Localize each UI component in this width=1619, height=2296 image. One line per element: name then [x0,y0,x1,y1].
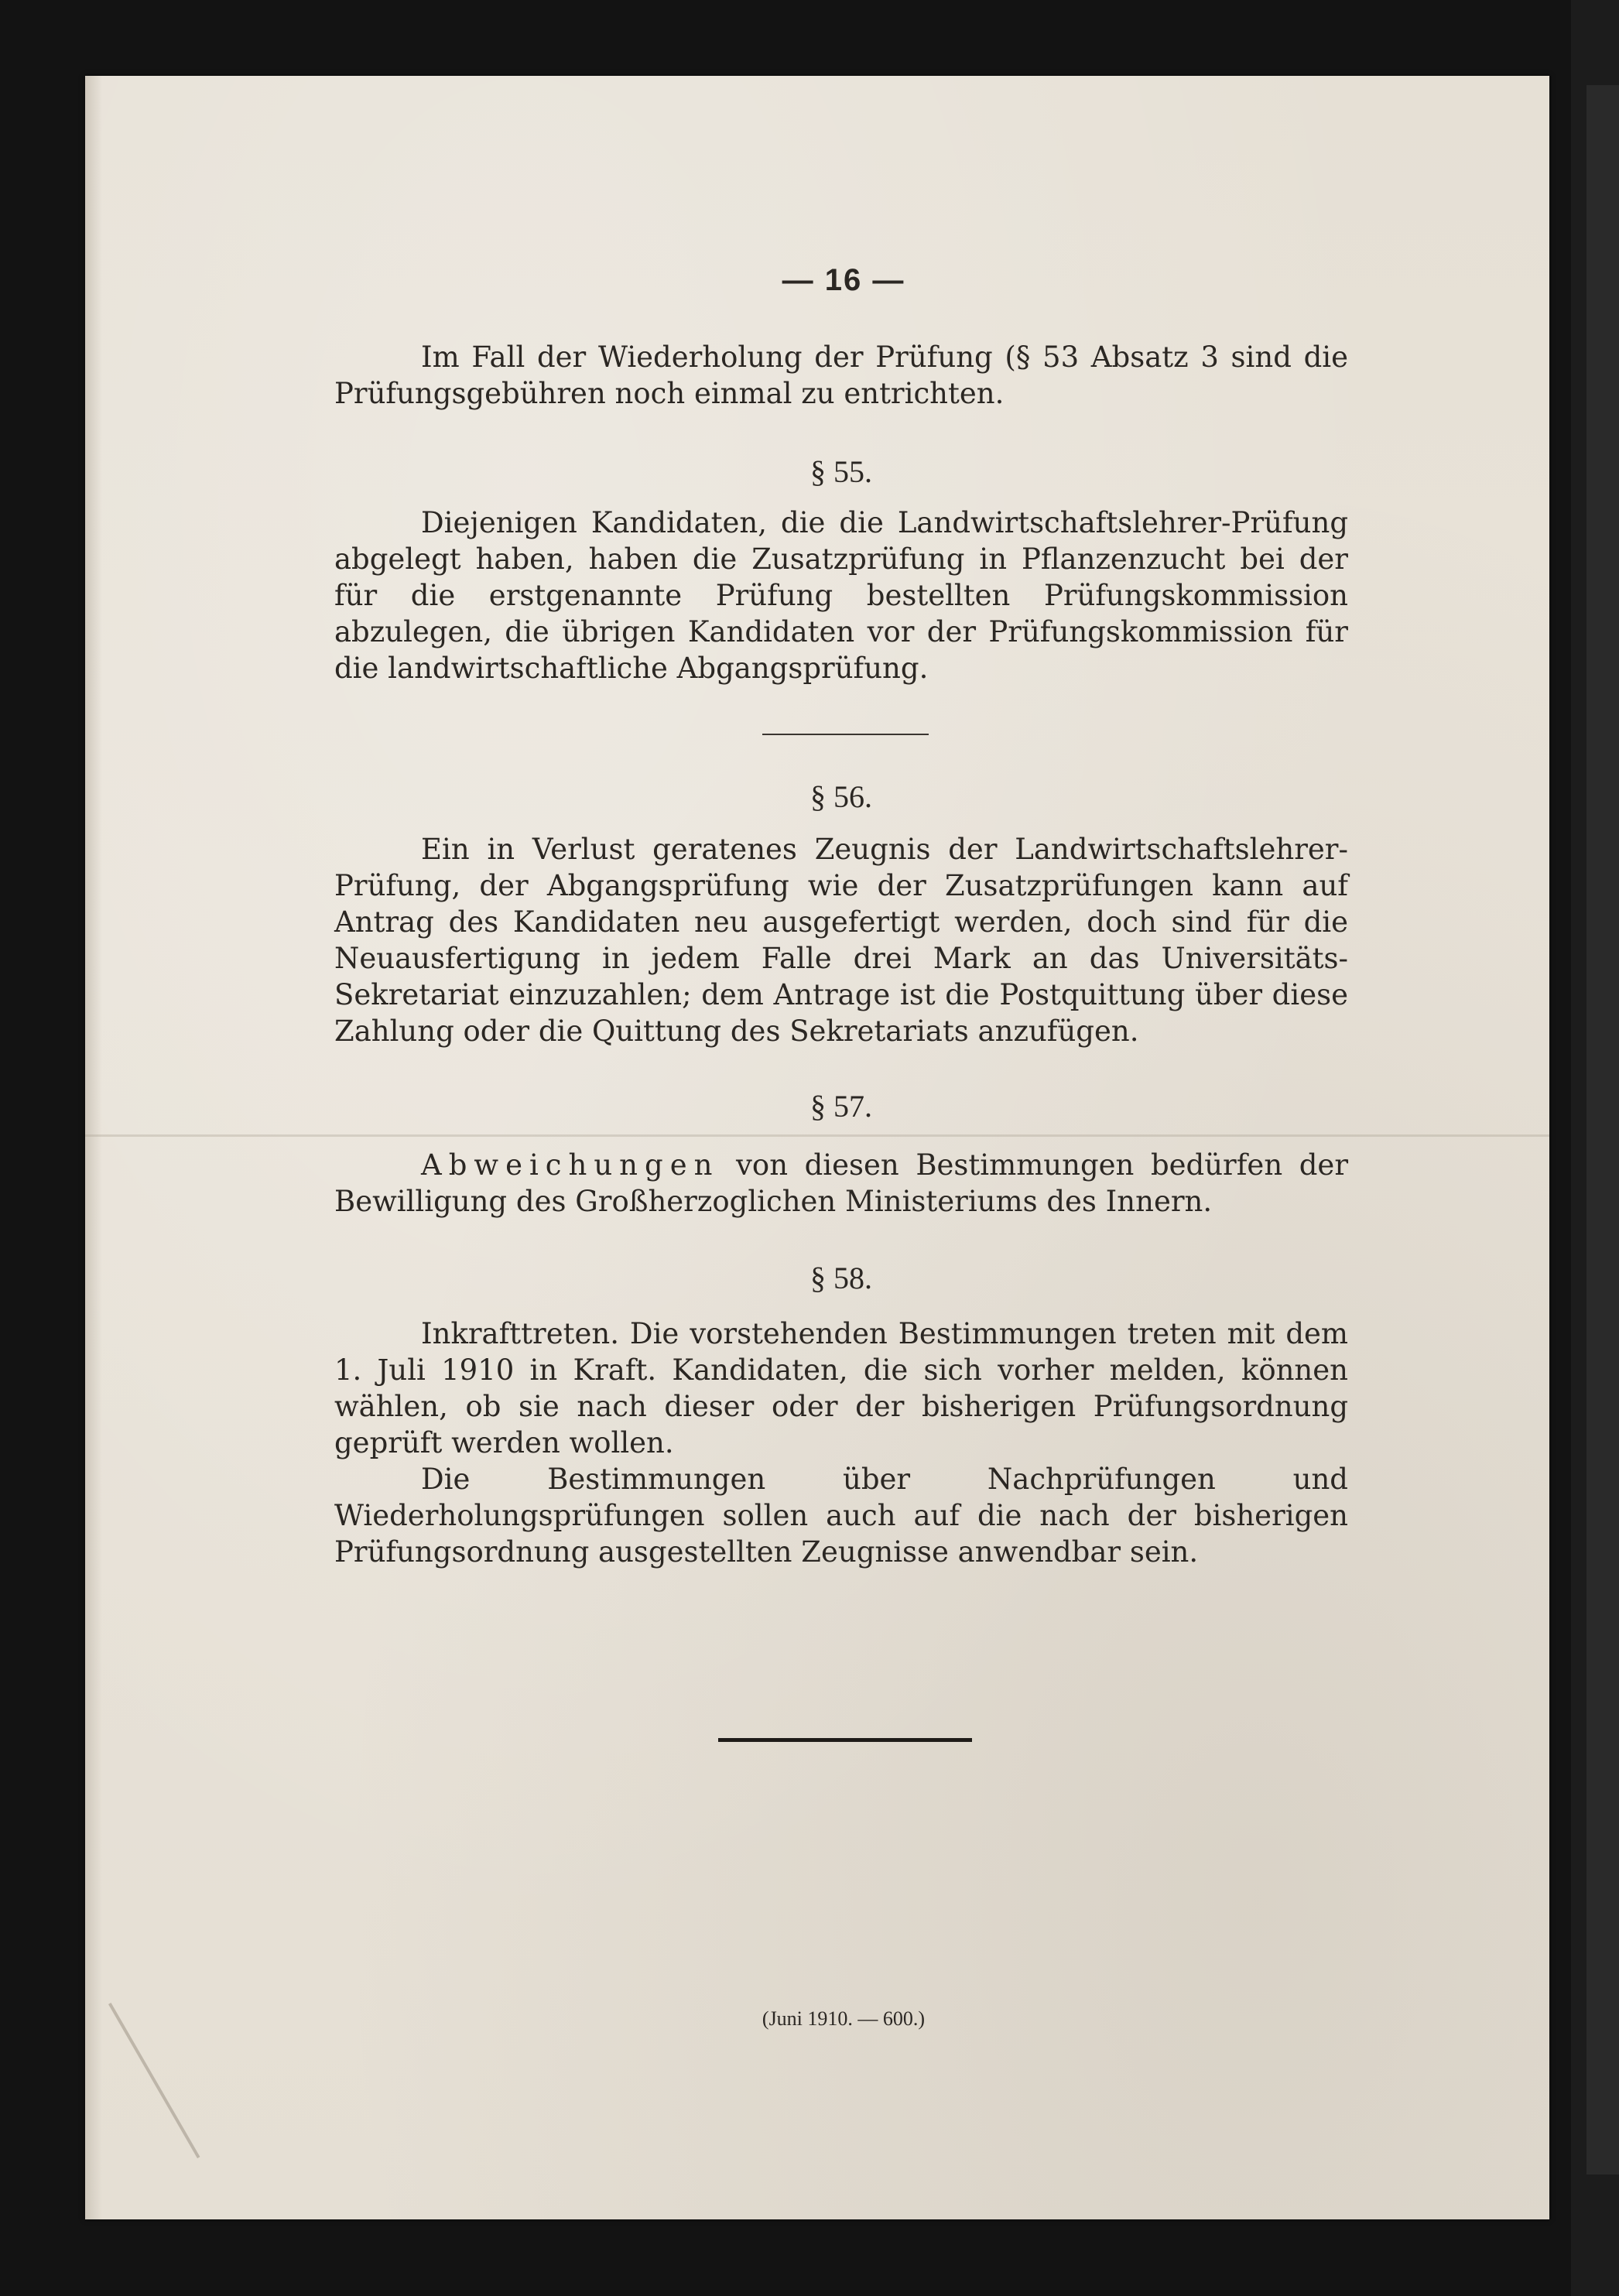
section-55-text: Diejenigen Kandidaten, die die Landwirtschaftslehrer-Prüfung abgelegt haben, haben die Zusatzprüfung in Pflanzenzucht bei der für die erstgenannte Prüfung bestellten Prüfungskommission abzulegen, die übrigen Kandidaten vor der Prüfungskommission für die landwirtschaftliche Abgangsprüfung. [334,506,1348,685]
section-57-body [334,1147,1348,1220]
section-57-paragraph [334,1147,1348,1220]
section-58-body [334,1316,1348,1570]
section-57-spaced-word: Abweichungen [421,1148,720,1182]
scanner-edge-inner [1586,85,1619,2175]
paragraph-intro-text: Im Fall der Wiederholung der Prüfung (§ 53 Absatz 3 sind die Prüfungsgebühren noch einmal zu entrichten. [334,340,1348,410]
section-58-text-1: Inkrafttreten. Die vorstehenden Bestimmungen treten mit dem 1. Juli 1910 in Kraft. Kandidaten, die sich vorher melden, können wählen, ob sie nach dieser oder der bisherigen Prüfungsordnung geprüft werden wollen. [334,1317,1348,1459]
section-58-text-2: Die Bestimmungen über Nachprüfungen und Wiederholungsprüfungen sollen auch auf die nach der bisherigen Prüfungsordnung ausgestellten Zeugnisse anwendbar sein. [334,1463,1348,1569]
page-edge-shadow [85,76,102,2219]
section-56-body [334,831,1348,1049]
divider-short [762,734,929,735]
divider-long [718,1738,972,1742]
section-56-text: Ein in Verlust geratenes Zeugnis der Landwirtschaftslehrer-Prüfung, der Abgangsprüfung wie der Zusatzprüfungen kann auf Antrag des Kandidaten neu ausgefertigt werden, doch sind für die Neuausfertigung in jedem Falle drei Mark an das Universitäts-Sekretariat einzuzahlen; dem Antrage ist die Postquittung über diese Zahlung oder die Quittung des Sekretariats anzufügen. [334,833,1348,1048]
section-57-text: von diesen Bestimmungen bedürfen der Bewilligung des Großherzoglichen Ministeriums des Innern. [334,1148,1349,1218]
section-heading-57: § 57. [810,1089,872,1124]
section-heading-55: § 55. [810,454,872,489]
page-fold [85,1134,1549,1137]
paragraph-intro [334,339,1348,412]
section-heading-58: § 58. [810,1261,872,1295]
section-55-body [334,505,1348,686]
section-heading-56: § 56. [810,779,872,814]
page-number: — 16 — [782,263,905,297]
printer-imprint: (Juni 1910. — 600.) [762,2007,926,2030]
